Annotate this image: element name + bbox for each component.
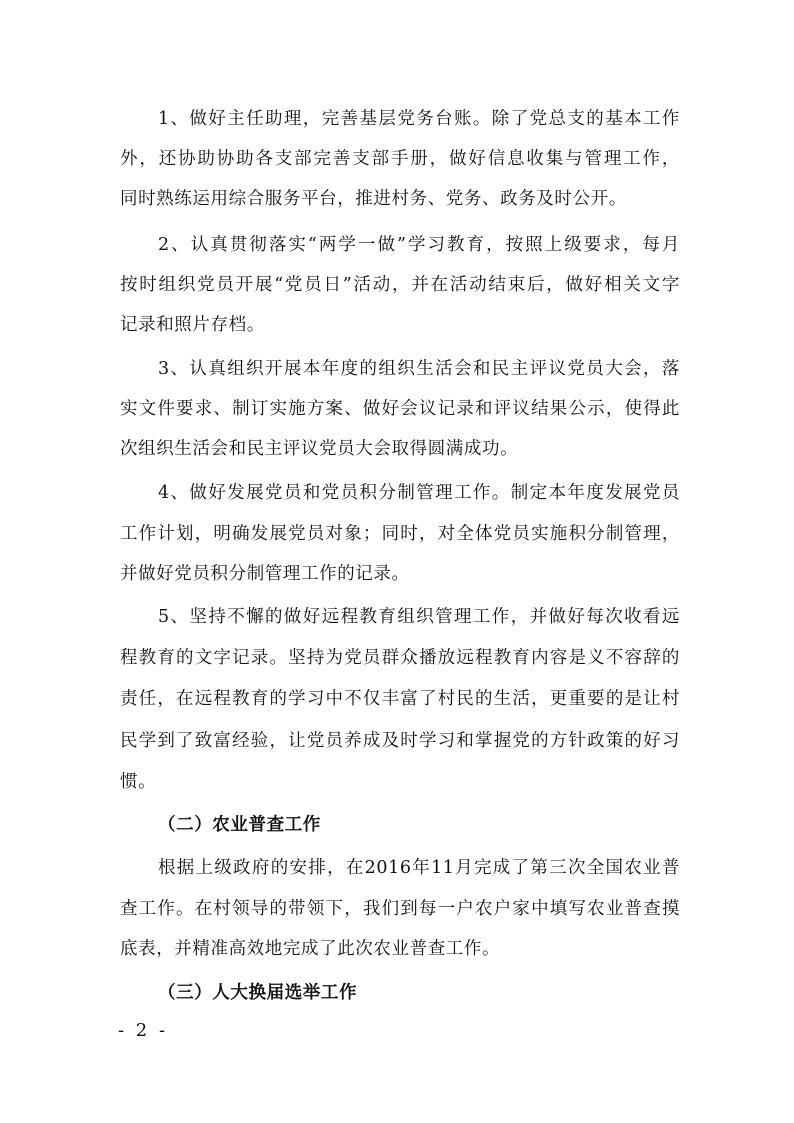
paragraph-2-line-2: 按时组织党员开展“党员日”活动，并在活动结束后，做好相关文字 <box>120 275 680 295</box>
paragraph-1-line-1: 1、做好主任助理，完善基层党务台账。除了党总支的基本工作 <box>158 109 680 129</box>
paragraph-4-line-2: 工作计划，明确发展党员对象；同时，对全体党员实施积分制管理， <box>120 524 680 544</box>
paragraph-5-line-1: 5、坚持不懈的做好远程教育组织管理工作，并做好每次收看远 <box>158 607 680 627</box>
paragraph-3-line-1: 3、认真组织开展本年度的组织生活会和民主评议党员大会，落 <box>158 359 680 379</box>
paragraph-6-line-3: 底表，并精准高效地完成了此次农业普查工作。 <box>120 939 501 959</box>
paragraph-2-line-3: 记录和照片存档。 <box>120 315 265 335</box>
paragraph-4-line-3: 并做好党员积分制管理工作的记录。 <box>120 564 410 584</box>
paragraph-6-line-1: 根据上级政府的安排，在2016年11月完成了第三次全国农业普 <box>158 858 680 878</box>
paragraph-5-line-2: 程教育的文字记录。坚持为党员群众播放远程教育内容是义不容辞的 <box>120 648 680 668</box>
section-heading-agriculture-census: （二）农业普查工作 <box>158 815 321 835</box>
paragraph-5-line-4: 民学到了致富经验，让党员养成及时学习和掌握党的方针政策的好习 <box>120 731 680 751</box>
paragraph-1-line-3: 同时熟练运用综合服务平台，推进村务、党务、政务及时公开。 <box>120 189 627 209</box>
paragraph-5-line-5: 惯。 <box>120 772 157 792</box>
page-number: - 2 - <box>118 1020 169 1041</box>
paragraph-2-line-1: 2、认真贯彻落实“两学一做”学习教育，按照上级要求，每月 <box>158 235 680 255</box>
paragraph-3-line-2: 实文件要求、制订实施方案、做好会议记录和评议结果公示，使得此 <box>120 399 680 419</box>
section-heading-election: （三）人大换届选举工作 <box>158 983 358 1003</box>
paragraph-5-line-3: 责任，在远程教育的学习中不仅丰富了村民的生活，更重要的是让村 <box>120 689 680 709</box>
paragraph-6-line-2: 查工作。在村领导的带领下，我们到每一户农户家中填写农业普查摸 <box>120 899 680 919</box>
paragraph-3-line-3: 次组织生活会和民主评议党员大会取得圆满成功。 <box>120 439 519 459</box>
paragraph-4-line-1: 4、做好发展党员和党员积分制管理工作。制定本年度发展党员 <box>158 483 680 503</box>
paragraph-1-line-2: 外，还协助协助各支部完善支部手册，做好信息收集与管理工作， <box>120 149 680 169</box>
